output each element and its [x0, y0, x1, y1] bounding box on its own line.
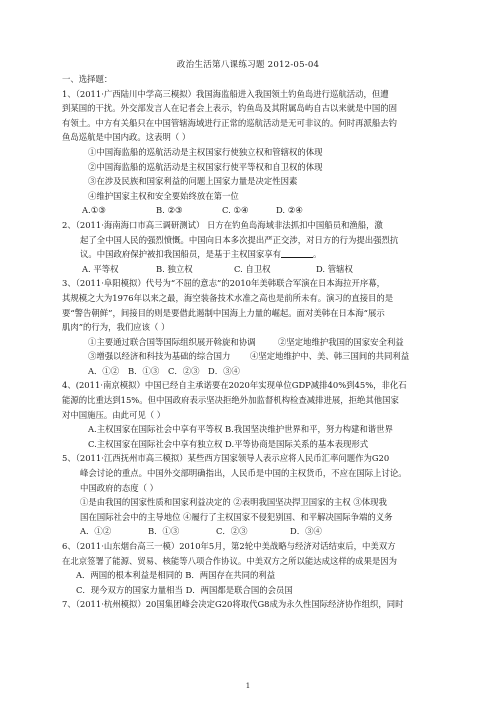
question-line: 肌肉”的行为，我们应该（ ）: [62, 322, 170, 333]
choice-c: C．②③: [216, 526, 248, 537]
question-line: 5、（2011·江西抚州市高三模拟）某些西方国家领导人表示应将人民币汇率问题作为G20: [62, 453, 390, 464]
statement-option: ④维护国家主权和安全要始终放在第一位: [88, 190, 239, 201]
question-line: 4、(2011·南京模拟）中国已经自主承诺要在2020年实现单位GDP减排40%到45%，非化石: [62, 380, 407, 391]
question-text: 议。中国政府保护被扣我国船员，是基于主权国家享有: [80, 249, 281, 260]
question-line: [62, 247, 444, 262]
question-5: [62, 451, 444, 539]
choice-c: C．②③: [168, 365, 200, 376]
question-line: 鱼岛巡航是中国内政。这表明（ ）: [62, 132, 191, 143]
statement-option: A．两国的根本利益是相同的 B．两国存在共同的利益: [76, 570, 276, 581]
choice-a: A．①②: [88, 365, 120, 376]
statement-option-row: [62, 349, 444, 364]
question-line: 1、（2011·广西陆川中学高三模拟）我国海监船进入我国领土钓鱼岛进行巡航活动，但遭: [62, 88, 389, 99]
choice-c: C. ①④: [222, 205, 249, 216]
question-1: [62, 87, 444, 218]
question-line: 对中国施压。由此可见（ ）: [62, 409, 166, 420]
choice-b: B．①③: [148, 526, 180, 537]
statement-option: 国在国际社会中的主导地位 ④履行了主权国家不侵犯别国、和平解决国际争端的义务: [80, 511, 393, 522]
answer-choices: [62, 364, 444, 379]
choice-a: A.①③: [82, 205, 106, 216]
question-line: 在北京签署了能源、贸易、核能等八项合作协议。中美双方之所以能达成这样的成果是因为: [62, 555, 397, 566]
section-heading: 一、选择题：: [62, 74, 113, 84]
question-line: 7、（2011·杭州模拟）20国集团峰会决定G20将取代G8成为永久性国际经济协作组织，同时: [62, 599, 404, 610]
choice-a: A. 平等权: [82, 263, 119, 274]
question-4: [62, 378, 444, 451]
statement-option: ②坚定地维护我国的国家安全利益: [278, 336, 404, 347]
answer-choices: [62, 203, 444, 218]
question-line: 有领土。中方有关船只在中国管辖海域进行正常的巡航活动是无可非议的。何时再派船去钓: [62, 117, 397, 128]
choice-b: B. 独立权: [156, 263, 193, 274]
question-line: 要“警告朝鲜”，间接目的则是要借此遏制中国海上力量的崛起。面对美韩在日本海“展示: [62, 307, 385, 318]
statement-option: C.主权国家在国际社会中享有独立权 D.平等协商是国际关系的基本表现形式: [88, 438, 369, 449]
statement-option: A.主权国家在国际社会中享有平等权 B.我国坚决维护世界和平，努力构建和谐世界: [88, 424, 393, 435]
choice-a: A．①②: [80, 526, 112, 537]
question-line: 3、（2011·阜阳模拟）代号为“不屈的意志”的2010年美韩联合军演在日本海拉开序幕，: [62, 278, 385, 289]
choice-c: C. 自卫权: [234, 263, 271, 274]
question-line: 起了全中国人民的强烈愤慨。中国向日本多次提出严正交涉，对日方的行为提出强烈抗: [80, 234, 399, 245]
question-line: 其规模之大为1976年以来之最，海空装备技术水准之高也是前所未有。演习的直接目的是: [62, 292, 394, 303]
question-line: 峰会讨论的重点。中国外交部明确指出，人民币是中国的主权货币，不应在国际上讨论。: [80, 468, 407, 479]
question-7: [62, 597, 444, 612]
question-line: 能源的比重达到15%。但中国政府表示坚决拒绝外加监督机构检查减排进展，拒绝其他国家: [62, 395, 399, 406]
question-line: 6、（2011·山东烟台高三一模）2010年5月，第2轮中美战略与经济对话结束后，中美双方: [62, 541, 396, 551]
choice-b: B. ②③: [156, 205, 183, 216]
statement-option: ③在涉及民族和国家利益的问题上国家力量是决定性因素: [88, 176, 298, 187]
question-3: [62, 276, 444, 378]
choice-b: B．①③: [128, 365, 160, 376]
choice-d: D．③④: [290, 526, 322, 537]
answer-choices: [62, 262, 444, 277]
page-number: 1: [245, 682, 251, 690]
statement-option: ②中国海监船的巡航活动是主权国家行使平等权和自卫权的体现: [88, 161, 323, 172]
question-line: 中国政府的态度（ ）: [80, 482, 159, 493]
statement-option: C．现今双方的国家力量相当 D．两国都是联合国的会员国: [76, 584, 293, 595]
statement-option: ①主要通过联合国等国际组织展开斡旋和协调: [88, 336, 256, 347]
statement-option-row: [62, 335, 444, 350]
question-text: 。: [313, 249, 322, 260]
question-line: 2、（2011·海南海口市高三调研测试） 日方在钓鱼岛海域非法抓扣中国船员和渔船，激: [62, 219, 383, 230]
statement-option: ①中国海监船的巡航活动是主权国家行使独立权和管辖权的体现: [88, 146, 323, 157]
choice-d: D. ②④: [276, 205, 303, 216]
choice-d: D．③④: [208, 365, 240, 376]
document-body: [62, 72, 444, 612]
choice-d: D. 管辖权: [316, 263, 353, 274]
question-line: 到某国的干扰。外交部发言人在记者会上表示，钓鱼岛及其附属岛屿自古以来就是中国的固: [62, 103, 397, 114]
question-2: [62, 218, 444, 276]
answer-choices: [62, 524, 444, 539]
page-title: 政治生活第八课练习题 2012-05-04: [176, 60, 320, 70]
question-6: [62, 539, 444, 597]
answer-blank: [281, 248, 313, 258]
statement-option: ③增强以经济和科技为基础的综合国力: [88, 351, 231, 362]
statement-option: ①是由我国的国家性质和国家利益决定的 ②表明我国坚决捍卫国家的主权 ③体现我: [80, 497, 387, 508]
statement-option: ④坚定地维护中、美、韩三国间的共同利益: [250, 351, 410, 362]
